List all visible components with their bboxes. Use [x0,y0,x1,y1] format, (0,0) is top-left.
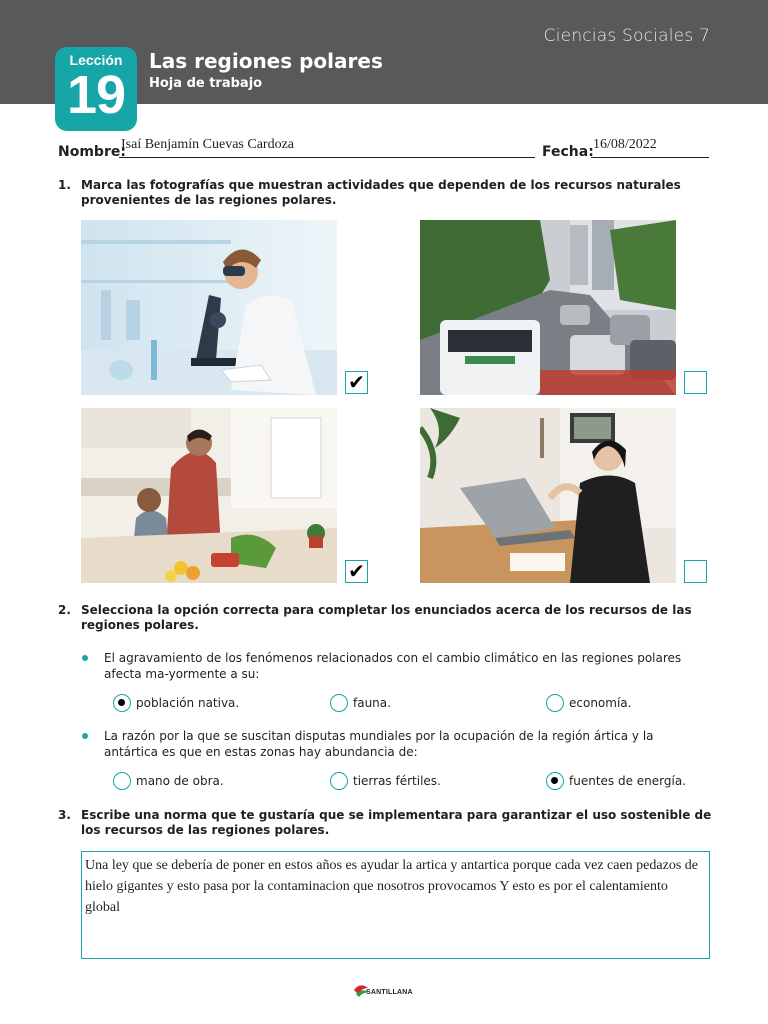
radio-icon-selected[interactable] [113,694,131,712]
question-3-number: 3. [58,808,71,822]
question-1-text: Marca las fotografías que muestran actividades que dependen de los recursos naturales provenientes de las regiones polares. [81,178,681,207]
radio-icon[interactable] [330,772,348,790]
scientist-microscope-image [81,220,337,395]
question-3-text: Escribe una norma que te gustaría que se implementara para garantizar el uso sostenible de los recursos de las regiones polares. [81,808,712,837]
radio-icon[interactable] [113,772,131,790]
name-field-line[interactable] [119,157,535,158]
photo-3-checkbox[interactable]: ✔ [345,560,368,583]
answer-textarea[interactable]: Una ley que se debería de poner en estos años es ayudar la artica y antartica porque cada vez caen pedazos de hielo gigantes y esto pasa por la contaminacion que nosotros provocamos Y esto es por el calentamiento global [81,851,710,959]
lesson-word: Lección [69,52,123,68]
option-label: mano de obra. [136,774,224,788]
question-2-number: 2. [58,603,71,617]
lesson-badge [55,47,137,131]
photo-2-checkbox[interactable] [684,371,707,394]
statement-1-text: El agravamiento de los fenómenos relacionados con el cambio climático en las regiones polares afecta ma-yormente a su: [104,651,682,681]
date-value[interactable]: 16/08/2022 [593,137,657,152]
subject-label: Ciencias Sociales 7 [543,26,710,46]
question-2-text: Selecciona la opción correcta para completar los enunciados acerca de los recursos de las regiones polares. [81,603,692,632]
page-subtitle: Hoja de trabajo [149,76,263,91]
radio-icon-selected[interactable] [546,772,564,790]
woman-laptop-photo [420,408,676,583]
bullet-icon [82,733,88,739]
option-label: fuentes de energía. [569,774,686,788]
question-3 [58,808,718,838]
statement-2-text: La razón por la que se suscitan disputas mundiales por la ocupación de la región ártica y la antártica es que en estas zonas hay abundancia de: [104,729,654,759]
lesson-number: 19 [66,65,126,125]
radio-icon[interactable] [546,694,564,712]
woman-laptop-image [420,408,676,583]
traffic-jam-image [420,220,676,395]
question-2 [58,603,718,633]
page-title: Las regiones polares [149,49,383,73]
bullet-icon [82,655,88,661]
footer-brand: SANTILLANA [366,989,413,996]
scientist-microscope-photo [81,220,337,395]
family-cooking-image [81,408,337,583]
radio-icon[interactable] [330,694,348,712]
name-label: Nombre: [58,144,126,160]
option-label: tierras fértiles. [353,774,441,788]
option-label: economía. [569,696,632,710]
photo-1-checkbox[interactable]: ✔ [345,371,368,394]
name-value[interactable]: Isaí Benjamín Cuevas Cardoza [121,137,295,152]
question-1-number: 1. [58,178,71,192]
date-label: Fecha: [542,144,594,160]
family-cooking-photo [81,408,337,583]
option-label: fauna. [353,696,391,710]
traffic-jam-photo [420,220,676,395]
option-label: población nativa. [136,696,240,710]
date-field-line[interactable] [591,157,709,158]
photo-4-checkbox[interactable] [684,560,707,583]
question-1 [58,178,718,208]
